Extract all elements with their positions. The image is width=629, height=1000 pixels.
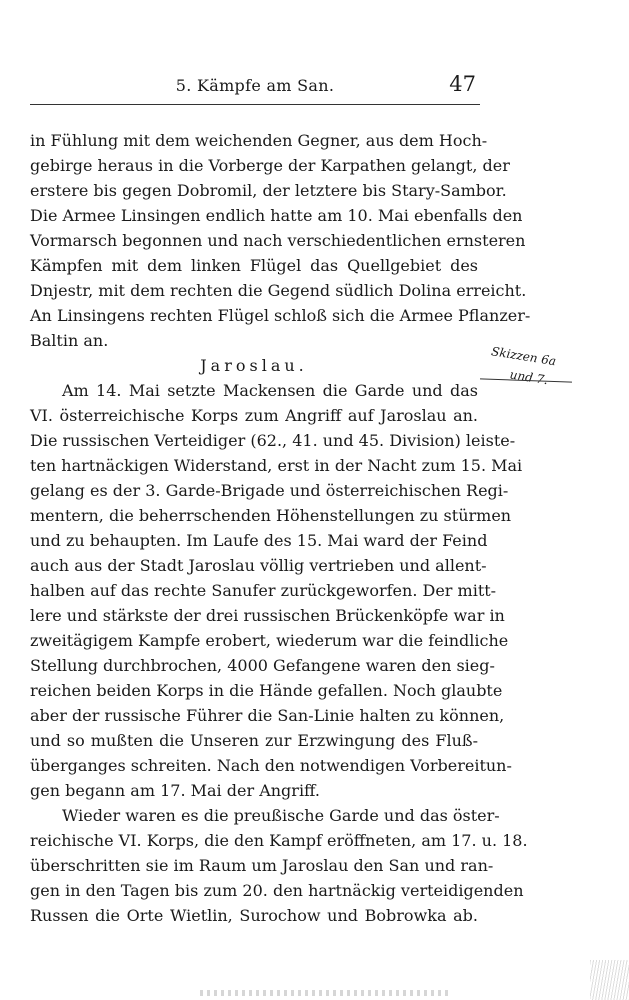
text-line: reichen beiden Korps in die Hände gefallen. Noch glaubte (30, 681, 503, 700)
text-line: gen in den Tagen bis zum 20. den hartnäckig verteidigenden (30, 881, 524, 900)
section-heading: Jaroslau. (200, 356, 308, 375)
text-line: und zu behaupten. Im Laufe des 15. Mai ward der Feind (30, 531, 488, 550)
text-line: Dnjestr, mit dem rechten die Gegend südlich Dolina erreicht. (30, 281, 527, 300)
text-line: Wieder waren es die preußische Garde und das öster- (62, 806, 500, 825)
text-line: Baltin an. (30, 331, 109, 350)
margin-note (479, 340, 576, 394)
chapter-title: 5. Kämpfe am San. (175, 76, 335, 95)
text-line: reichische VI. Korps, die den Kampf eröffneten, am 17. u. 18. (30, 831, 528, 850)
text-line: gen begann am 17. Mai der Angriff. (30, 781, 320, 800)
bleed-through-text (200, 990, 450, 996)
text-line: VI. österreichische Korps zum Angriff auf Jaroslau an. (30, 406, 478, 425)
text-line: gebirge heraus in die Vorberge der Karpathen gelangt, der (30, 156, 510, 175)
page-number: 47 (449, 72, 476, 96)
text-line: in Fühlung mit dem weichenden Gegner, aus dem Hoch- (30, 131, 488, 150)
text-line: Am 14. Mai setzte Mackensen die Garde und das (62, 381, 478, 400)
text-line: Vormarsch begonnen und nach verschiedentlichen ernsteren (30, 231, 526, 250)
margin-note-line: und 7. (508, 367, 549, 388)
text-line: mentern, die beherrschenden Höhenstellungen zu stürmen (30, 506, 512, 525)
text-line: ten hartnäckigen Widerstand, erst in der Nacht zum 15. Mai (30, 456, 523, 475)
page-edge-shading (590, 960, 629, 1000)
text-line: auch aus der Stadt Jaroslau völlig vertrieben und allent- (30, 556, 487, 575)
text-line: erstere bis gegen Dobromil, der letztere bis Stary-Sambor. (30, 181, 507, 200)
text-line: Die russischen Verteidiger (62., 41. und 45. Division) leiste- (30, 431, 516, 450)
margin-note-line: Skizzen 6a (490, 344, 558, 369)
text-line: Die Armee Linsingen endlich hatte am 10. Mai ebenfalls den (30, 206, 523, 225)
text-line: Russen die Orte Wietlin, Surochow und Bobrowka ab. (30, 906, 478, 925)
text-line: überganges schreiten. Nach den notwendigen Vorbereitun- (30, 756, 512, 775)
running-head (30, 74, 480, 105)
text-line: aber der russische Führer die San-Linie halten zu können, (30, 706, 505, 725)
text-line: lere und stärkste der drei russischen Brückenköpfe war in (30, 606, 505, 625)
text-line: überschritten sie im Raum um Jaroslau den San und ran- (30, 856, 494, 875)
text-line: Stellung durchbrochen, 4000 Gefangene waren den sieg- (30, 656, 495, 675)
text-line: zweitägigem Kampfe erobert, wiederum war die feindliche (30, 631, 509, 650)
text-line: gelang es der 3. Garde-Brigade und österreichischen Regi- (30, 481, 509, 500)
text-line: An Linsingens rechten Flügel schloß sich die Armee Pflanzer- (30, 306, 531, 325)
text-line: Kämpfen mit dem linken Flügel das Quellgebiet des (30, 256, 478, 275)
text-line: und so mußten die Unseren zur Erzwingung des Fluß- (30, 731, 478, 750)
text-line: halben auf das rechte Sanufer zurückgeworfen. Der mitt- (30, 581, 497, 600)
